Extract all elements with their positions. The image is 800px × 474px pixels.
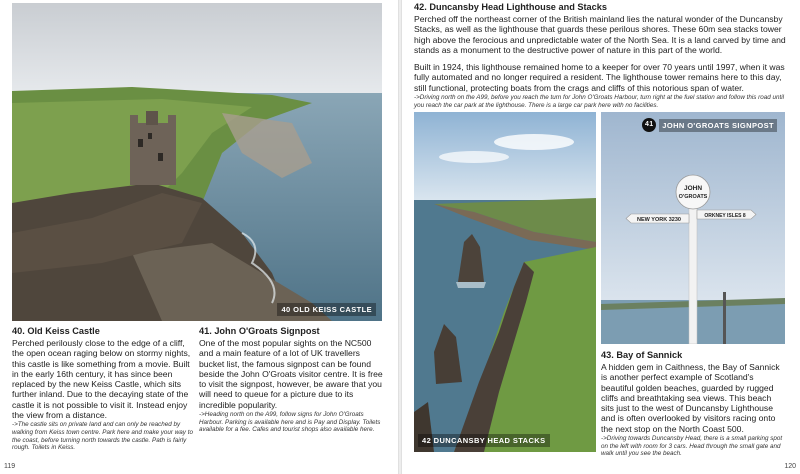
section-40-directions: ->The castle sits on private land and can only be reached by walking from Keiss town centre. Park here and make your way to the coast, before turning north towards the castle. Path is fairly rough. Toilets in Keiss.	[12, 421, 193, 452]
signpost-illustration	[601, 112, 785, 344]
section-41-title: 41. John O'Groats Signpost	[199, 326, 320, 336]
sign-left-arm: NEW YORK 3230	[637, 217, 681, 223]
signpost-caption-label: JOHN O'GROATS SIGNPOST	[659, 119, 777, 132]
stacks-caption-label: DUNCANSBY HEAD STACKS	[433, 436, 546, 445]
left-page	[0, 0, 398, 474]
caption-number: 40	[281, 305, 291, 314]
stacks-illustration	[414, 112, 596, 452]
section-42-title: 42. Duncansby Head Lighthouse and Stacks	[414, 2, 607, 12]
stacks-caption-number: 42	[422, 436, 432, 445]
caption-label: OLD KEISS CASTLE	[293, 305, 372, 314]
section-43-title: 43. Bay of Sannick	[601, 350, 683, 360]
sign-right-arm: ORKNEY ISLES 8	[704, 213, 746, 219]
section-42	[414, 2, 792, 109]
castle-coast-illustration	[12, 3, 382, 321]
signpost-caption-number: 41	[642, 118, 656, 132]
photo-caption	[277, 303, 376, 316]
page-number-right: 120	[784, 463, 796, 470]
signpost-caption	[638, 116, 781, 134]
john-ogroats-signpost-photo	[601, 112, 785, 344]
section-41-body: One of the most popular sights on the NC500 and a main feature of a lot of UK travellers bucket list, the famous signpost can be found beside the John O'Groats visitor centre. It is free to visit the signpost, however, be aware that you will need to queue for a picture due to its incredible popularity.	[199, 338, 383, 410]
section-40	[12, 326, 193, 452]
section-43	[601, 350, 785, 458]
section-42-body-1: Perched off the northeast corner of the British mainland lies the natural wonder of the Duncansby Stacks, as well as the lighthouse that guards these perilous shores. These 60m sea stacks tower high above the ferocious and unpredictable water of the North Sea. It is a land carved by time and stands as a monument to the destructive power of nature in this part of the world.	[414, 14, 786, 55]
old-keiss-castle-photo	[12, 3, 382, 321]
section-42-body-2: Built in 1924, this lighthouse remained home to a keeper for over 70 years until 1997, when it was fully automated and no longer required a resident. The lighthouse tower remains here to this day, still functional, protecting boats from the crags and cliffs of this notorious span of water.	[414, 62, 785, 93]
section-41	[199, 326, 383, 434]
right-page	[402, 0, 800, 474]
stacks-caption	[418, 434, 550, 447]
section-40-title: 40. Old Keiss Castle	[12, 326, 100, 336]
section-41-directions: ->Heading north on the A99, follow signs for John O'Groats Harbour. Parking is available here and is Pay and Display. Toilets available for a fee. Cafes and tourist shops also available here.	[199, 411, 381, 434]
section-43-directions: ->Driving towards Duncansby Head, there is a small parking spot on the left with room for 3 cars. Head through the small gate and walk until you see the beach.	[601, 435, 783, 458]
page-number-left: 119	[4, 463, 16, 470]
duncansby-stacks-photo	[414, 112, 596, 452]
sign-top-line2: O'GROATS	[678, 194, 708, 200]
section-40-body: Perched perilously close to the edge of a cliff, the open ocean raging below on stormy nights, this castle is like something from a movie. Built in the early 16th century, it has since been replaced by the new Keiss Castle, which sits further inland. Due to the decaying state of the castle it is not possible to visit it. Instead enjoy the view from a distance.	[12, 338, 191, 421]
sign-top-line1: JOHN	[683, 185, 703, 192]
section-42-directions: ->Driving north on the A99, before you reach the turn for John O'Groats Harbour, turn right at the fuel station and follow this road until you reach the car park at the lighthouse. There is a large car park here with no facilities.	[414, 94, 785, 109]
section-43-body: A hidden gem in Caithness, the Bay of Sannick is another perfect example of Scotland's beautiful golden beaches, guarded by rugged cliffs and breathtaking sea views. This beach sits just to the west of Duncansby Lighthouse and is often overlooked by visitors racing onto the next stop on the North Coast 500.	[601, 362, 780, 434]
